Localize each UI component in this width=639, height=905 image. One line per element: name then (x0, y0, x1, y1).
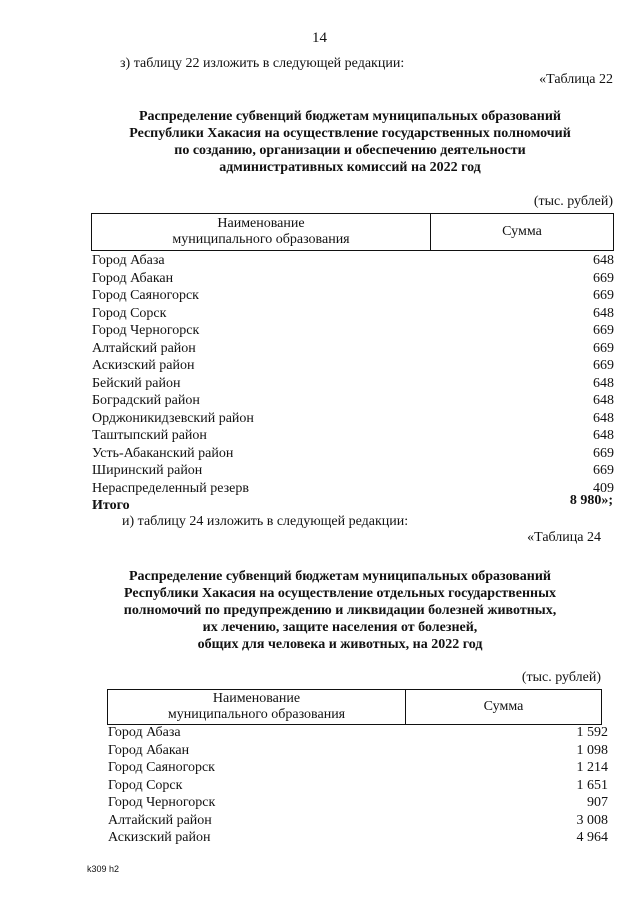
row-value: 669 (593, 358, 614, 373)
table22-label: «Таблица 22 (539, 72, 613, 87)
item-i-instruction: и) таблицу 24 изложить в следующей редакции: (122, 514, 409, 529)
row-value: 648 (593, 393, 614, 408)
row-name: Бейский район (92, 375, 181, 391)
row-name: Город Сорск (108, 777, 183, 793)
row-value: 1 098 (576, 742, 608, 758)
table24-title-line: Республики Хакасия на осуществление отдельных государственных (123, 586, 557, 601)
row-value: 648 (593, 375, 614, 391)
table24-header (107, 689, 602, 725)
row-value: 669 (593, 323, 614, 338)
table24-header-sum: Сумма (483, 699, 524, 714)
table-row (92, 375, 614, 393)
table22-header-sum: Сумма (502, 224, 542, 239)
row-value: 1 214 (576, 760, 608, 775)
footer-code: k309 h2 (87, 864, 120, 874)
row-value: 1 592 (576, 725, 608, 740)
row-name: Город Черногорск (108, 795, 216, 810)
table22-title-line: Республики Хакасия на осуществление государственных полномочий (129, 126, 571, 141)
table22-unit: (тыс. рублей) (533, 194, 613, 209)
table-row (108, 724, 608, 742)
row-name: Алтайский район (92, 340, 196, 356)
row-name: Город Абаза (92, 253, 165, 268)
row-value: 3 008 (576, 812, 608, 828)
table22-title-line: по созданию, организации и обеспечению деятельности (174, 143, 526, 158)
table24-title-line: Распределение субвенций бюджетам муниципальных образований (129, 569, 551, 584)
table-row (92, 410, 614, 428)
table-row (92, 287, 614, 305)
row-name: Ширинский район (92, 463, 203, 478)
row-name: Нераспределенный резерв (92, 480, 249, 496)
table24-title (50, 568, 630, 653)
table-row (92, 305, 614, 323)
row-name: Боградский район (92, 393, 200, 408)
table24-title-line: их лечению, защите населения от болезней, (202, 620, 478, 635)
table22-total-value: 8 980»; (569, 493, 613, 508)
table-row (108, 777, 608, 795)
row-value: 648 (593, 253, 614, 268)
table-row (108, 794, 608, 812)
row-value: 648 (593, 428, 614, 443)
table24-unit: (тыс. рублей) (521, 670, 601, 685)
row-name: Город Абакан (108, 742, 190, 758)
table22-body (92, 252, 614, 497)
row-value: 4 964 (576, 830, 608, 845)
table22-title-line: административных комиссий на 2022 год (219, 160, 481, 175)
header-name-line: муниципального образования (167, 707, 346, 722)
header-name-line: Наименование (212, 691, 301, 706)
table22-total-label: Итого (92, 498, 130, 513)
row-name: Город Абакан (92, 270, 174, 286)
row-value: 1 651 (576, 777, 608, 793)
table22-title-line: Распределение субвенций бюджетам муниципальных образований (139, 109, 561, 124)
header-name-line: Наименование (217, 216, 305, 231)
table-row (92, 357, 614, 375)
row-name: Усть-Абаканский район (92, 445, 234, 461)
table22-title (60, 108, 639, 176)
table-row (92, 322, 614, 340)
page-number: 14 (312, 30, 327, 46)
row-value: 669 (593, 270, 614, 286)
table-row (92, 270, 614, 288)
item-z-instruction: з) таблицу 22 изложить в следующей редакции: (120, 56, 405, 71)
table24-header-name (108, 690, 406, 724)
row-value: 648 (593, 410, 614, 426)
table-row (108, 829, 608, 847)
row-name: Город Черногорск (92, 323, 200, 338)
row-value: 907 (587, 795, 608, 810)
table22-header-name (92, 214, 431, 250)
table-row (92, 445, 614, 463)
table-row (92, 252, 614, 270)
row-value: 669 (593, 463, 614, 478)
row-value: 648 (593, 305, 614, 321)
row-name: Город Саяногорск (92, 288, 199, 303)
table-row (92, 427, 614, 445)
row-value: 409 (593, 480, 614, 496)
table24-body (108, 724, 608, 847)
row-name: Таштыпский район (92, 428, 207, 443)
row-name: Аскизский район (92, 358, 195, 373)
row-name: Аскизский район (108, 830, 211, 845)
table-row (92, 392, 614, 410)
table-row (92, 340, 614, 358)
table-row (108, 812, 608, 830)
row-name: Алтайский район (108, 812, 212, 828)
row-name: Город Сорск (92, 305, 167, 321)
table-row (108, 742, 608, 760)
table22-header (91, 213, 614, 251)
table24-title-line: общих для человека и животных, на 2022 год (197, 637, 483, 652)
table24-label: «Таблица 24 (527, 530, 601, 545)
row-value: 669 (593, 445, 614, 461)
table24-title-line: полномочий по предупреждению и ликвидации болезней животных, (123, 603, 557, 618)
table-row (92, 480, 614, 498)
table-row (108, 759, 608, 777)
header-name-line: муниципального образования (172, 232, 350, 247)
table-row (92, 462, 614, 480)
row-value: 669 (593, 340, 614, 356)
row-value: 669 (593, 288, 614, 303)
row-name: Город Абаза (108, 725, 181, 740)
row-name: Город Саяногорск (108, 760, 215, 775)
row-name: Орджоникидзевский район (92, 410, 254, 426)
